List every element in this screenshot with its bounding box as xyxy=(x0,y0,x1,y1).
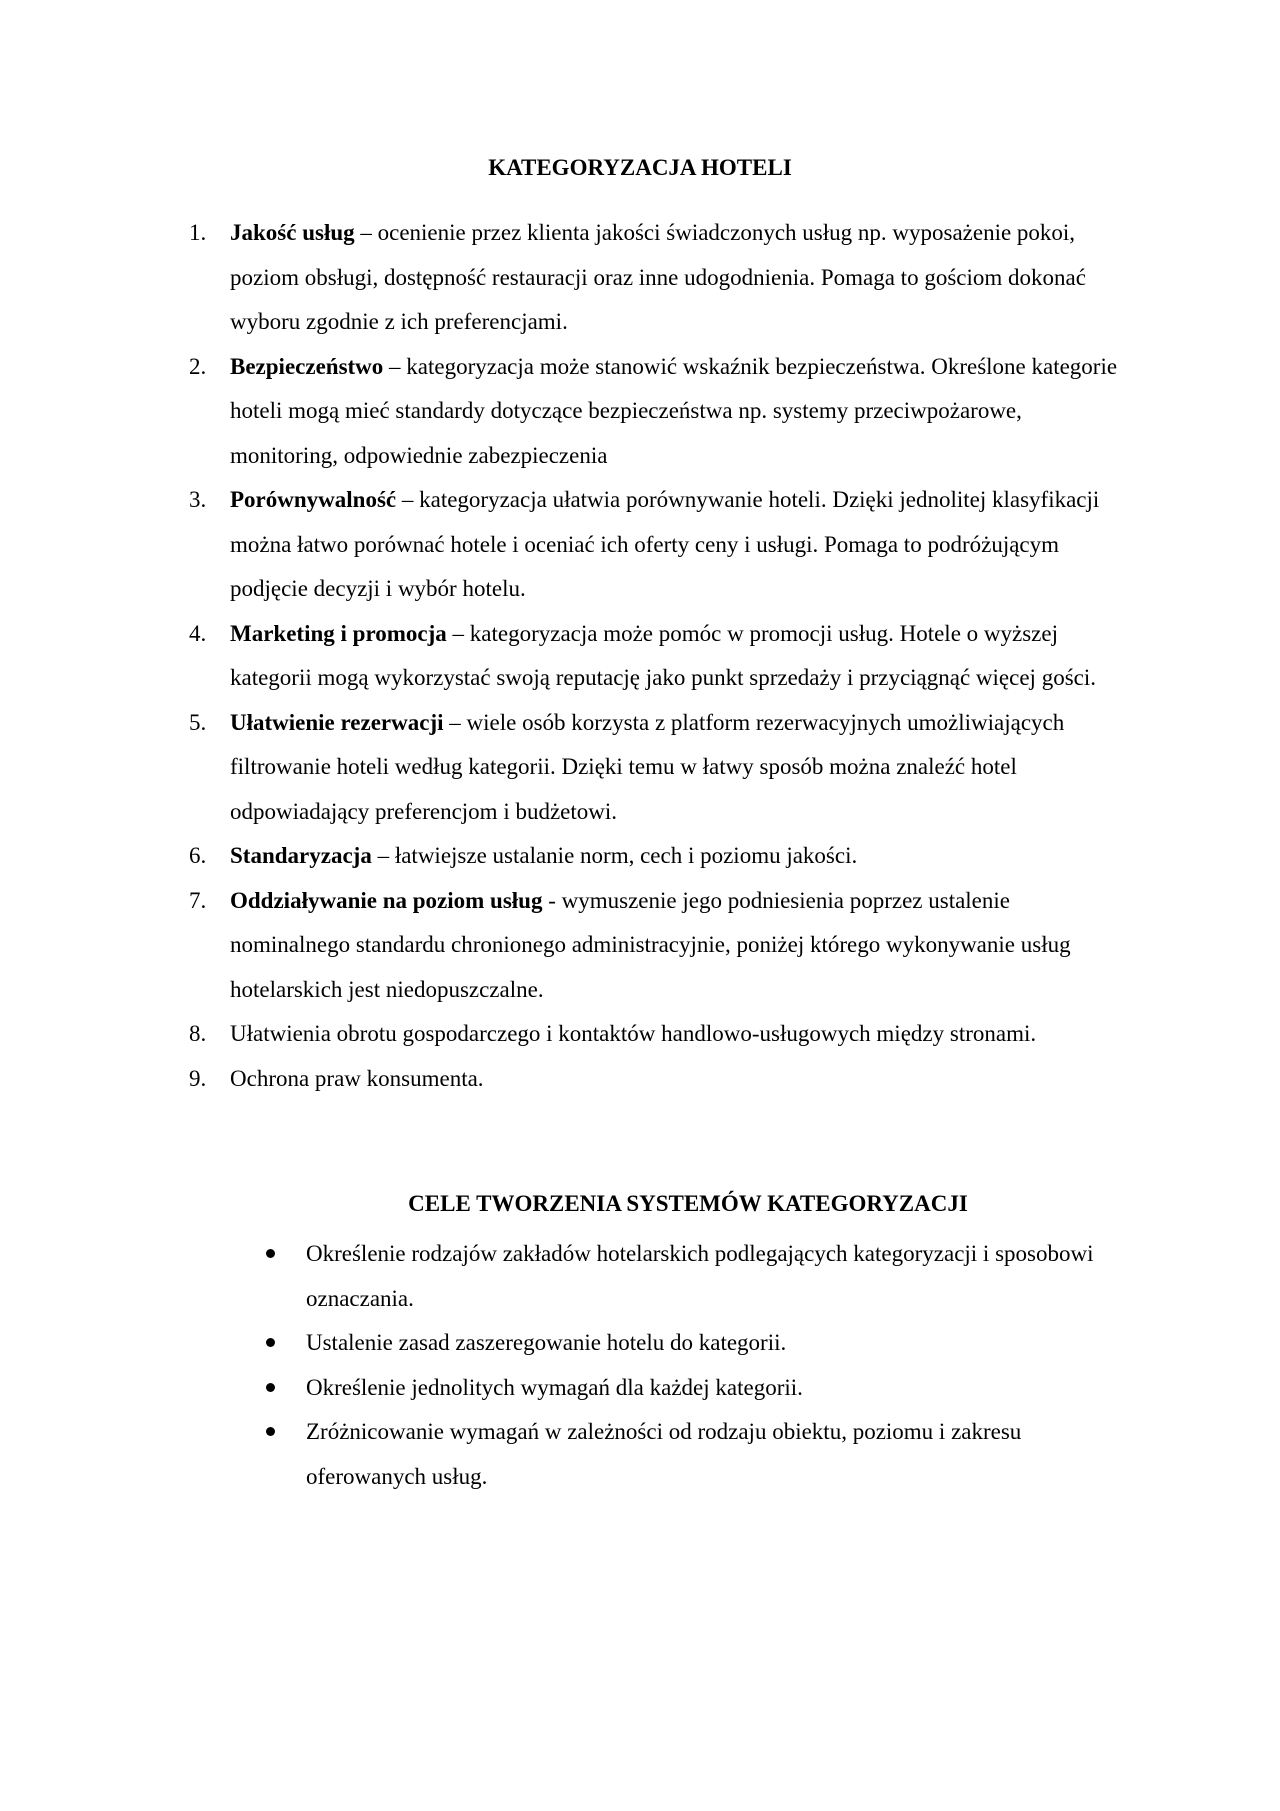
bullet-dot-icon xyxy=(266,1427,275,1436)
list-item-term: Oddziaływanie na poziom usług xyxy=(230,887,543,913)
goals-title: CELE TWORZENIA SYSTEMÓW KATEGORYZACJI xyxy=(408,1191,968,1216)
list-item-number: 7. xyxy=(189,887,207,913)
bullet-text: Zróżnicowanie wymagań w zależności od rodzaju obiektu, poziomu i zakresu oferowanych usług. xyxy=(306,1419,1022,1489)
list-item xyxy=(0,211,1135,345)
list-item-text: - wymuszenie jego podniesienia poprzez ustalenie nominalnego standardu chronionego administracyjnie, poniżej którego wykonywanie usług hotelarskich jest niedopuszczalne. xyxy=(230,887,1071,1002)
list-item xyxy=(0,345,1135,479)
list-item-number: 5. xyxy=(189,709,207,735)
goals-list xyxy=(0,1232,1106,1499)
list-item-term: Bezpieczeństwo xyxy=(230,353,384,379)
bullet-dot-icon xyxy=(266,1383,275,1392)
bullet-item xyxy=(0,1366,1106,1411)
list-item xyxy=(0,879,1135,1013)
list-item xyxy=(0,834,1135,879)
list-item-text: – kategoryzacja może pomóc w promocji usług. Hotele o wyższej kategorii mogą wykorzystać swoją reputację jako punkt sprzedaży i przyciągnąć więcej gości. xyxy=(230,620,1096,690)
bullet-item xyxy=(0,1321,1106,1366)
list-item-number: 4. xyxy=(189,620,207,646)
list-item-term: Porównywalność xyxy=(230,487,397,512)
list-item-number: 6. xyxy=(189,843,207,868)
list-item-term: Jakość usług xyxy=(230,220,355,245)
list-item xyxy=(0,701,1135,835)
bullet-dot-icon xyxy=(266,1249,275,1258)
bullet-dot-icon xyxy=(266,1338,275,1347)
list-item xyxy=(0,1057,1135,1102)
list-item-text: – wiele osób korzysta z platform rezerwacyjnych umożliwiających filtrowanie hoteli według kategorii. Dzięki temu w łatwy sposób można znaleźć hotel odpowiadający preferencjom i budżetowi. xyxy=(230,709,1065,824)
bullet-item xyxy=(0,1232,1106,1321)
list-item-text: Ułatwienia obrotu gospodarczego i kontaktów handlowo-usługowych między stronami. xyxy=(230,1021,1037,1046)
list-item xyxy=(0,1012,1135,1057)
bullet-text: Ustalenie zasad zaszeregowanie hotelu do kategorii. xyxy=(306,1330,787,1355)
list-item-number: 9. xyxy=(189,1065,207,1091)
page-title: KATEGORYZACJA HOTELI xyxy=(488,155,792,180)
list-item-text: – kategoryzacja może stanowić wskaźnik bezpieczeństwa. Określone kategorie hoteli mogą mieć standardy dotyczące bezpieczeństwa np. systemy przeciwpożarowe, monitoring, odpowiednie zabezpieczenia xyxy=(230,353,1118,468)
list-item-number: 3. xyxy=(189,487,207,512)
list-item-term: Ułatwienie rezerwacji xyxy=(230,709,444,735)
list-item xyxy=(0,612,1135,701)
list-item-text: – ocenienie przez klienta jakości świadczonych usług np. wyposażenie pokoi, poziom obsługi, dostępność restauracji oraz inne udogodnienia. Pomaga to gościom dokonać wyboru zgodnie z ich preferencjami. xyxy=(230,220,1086,334)
list-item-term: Standaryzacja xyxy=(230,843,372,868)
bullet-text: Określenie rodzajów zakładów hotelarskich podlegających kategoryzacji i sposobowi oznaczania. xyxy=(306,1241,1094,1311)
list-item-number: 2. xyxy=(189,353,207,379)
list-item-term: Marketing i promocja xyxy=(230,620,447,646)
list-item-text: – kategoryzacja ułatwia porównywanie hoteli. Dzięki jednolitej klasyfikacji można łatwo porównać hotele i oceniać ich oferty ceny i usługi. Pomaga to podróżującym podjęcie decyzji i wybór hotelu. xyxy=(230,487,1100,601)
list-item-text: – łatwiejsze ustalanie norm, cech i poziomu jakości. xyxy=(371,843,858,868)
categorization-list xyxy=(0,211,1135,1101)
list-item xyxy=(0,478,1135,612)
bullet-item xyxy=(0,1410,1106,1499)
bullet-text: Określenie jednolitych wymagań dla każdej kategorii. xyxy=(306,1374,803,1400)
list-item-number: 1. xyxy=(189,220,207,245)
list-item-number: 8. xyxy=(189,1021,207,1046)
list-item-text: Ochrona praw konsumenta. xyxy=(230,1065,484,1091)
